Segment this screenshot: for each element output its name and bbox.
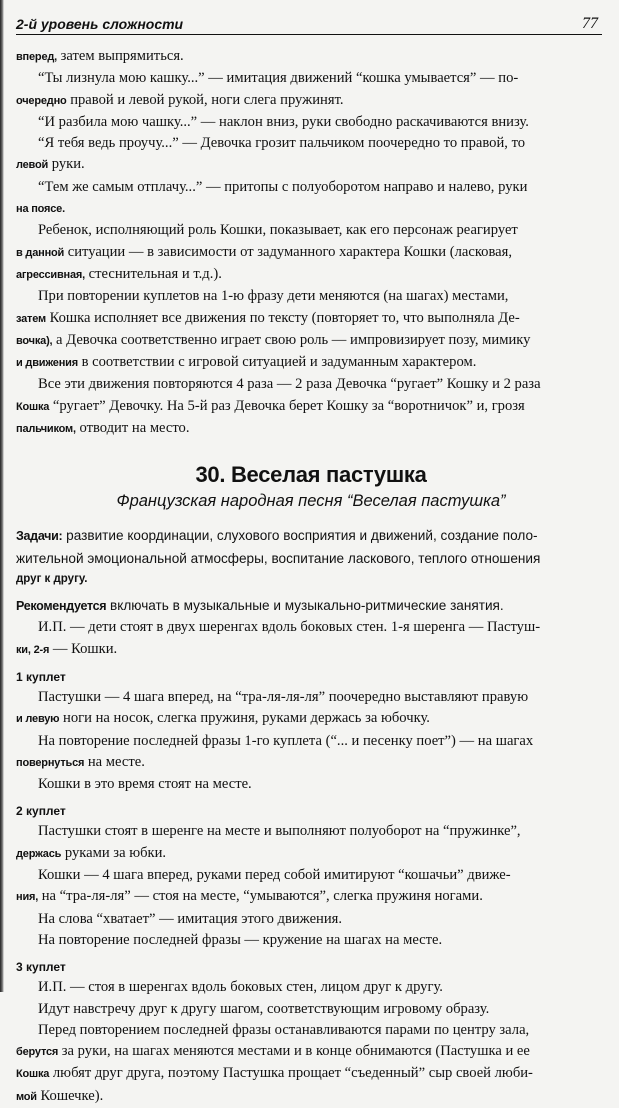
line-lead-fragment: агрессивная,: [16, 268, 85, 281]
line-text: правой и левой рукой, ноги слега пружинят.: [66, 91, 344, 108]
verse-line: [16, 731, 606, 752]
verse-line: [16, 821, 606, 842]
line-lead-fragment: очередно: [16, 94, 67, 107]
line-text: Ребенок, исполняющий роль Кошки, показывает, как его персонаж реагирует: [38, 222, 518, 239]
line-lead-fragment: вочка),: [16, 334, 53, 347]
verse-line: [16, 843, 606, 865]
intro-line: [16, 286, 606, 307]
intro-line: [16, 220, 606, 241]
tasks-line-3: друг к другу.: [16, 573, 88, 586]
line-text: И.П. — стоя в шеренгах вдоль боковых стен, лицом друг к другу.: [38, 979, 443, 996]
line-lead-fragment: берутся: [16, 1046, 59, 1059]
line-text: отводит на место.: [75, 420, 190, 437]
recommend-block: [16, 595, 606, 618]
section-title: 2-й уровень сложности: [16, 16, 184, 32]
line-lead-fragment: затем: [16, 312, 46, 325]
line-text: на “тра-ля-ля” — стоя на месте, “умываются”, слегка пружиня ногами.: [38, 888, 483, 905]
page-number: 77: [582, 15, 598, 32]
verse-line: [16, 774, 606, 795]
line-text: При повторении куплетов на 1-ю фразу дети меняются (на шагах) местами,: [38, 288, 509, 305]
line-text: “Ты лизнула мою кашку...” — имитация движений “кошка умывается” — по-: [38, 70, 519, 87]
line-lead-fragment: Кошка: [16, 400, 50, 413]
line-text: затем выпрямиться.: [57, 48, 184, 64]
line-text: на месте.: [84, 753, 145, 770]
recommend-line: Рекомендуется включать в музыкальные и музыкально-ритмические занятия.: [16, 597, 504, 613]
verse-line: [16, 687, 606, 708]
line-lead-fragment: мой: [16, 1090, 37, 1103]
verse-line: [16, 1086, 606, 1108]
line-text: Кошки в это время стоят на месте.: [38, 776, 252, 793]
line-lead-fragment: ния,: [16, 891, 39, 904]
line-text: “Тем же самым отплачу...” — притопы с полуоборотом направо и налево, руки: [38, 178, 528, 195]
verse-line: [16, 1041, 606, 1063]
page-body: [16, 46, 606, 1108]
intro-line: [16, 330, 606, 352]
book-spine-shadow: [0, 0, 4, 992]
ip-line-2: ки, 2-я — Кошки.: [16, 640, 118, 657]
line-text: “ругает” Девочку. На 5-й раз Девочка берет Кошку за “воротничок” и, грозя: [49, 397, 525, 414]
verse-line: [16, 930, 606, 951]
intro-line: [16, 68, 606, 89]
intro-line: [16, 242, 606, 264]
verse-line: [16, 999, 606, 1020]
line-text: Кошечке).: [36, 1087, 104, 1104]
intro-line: [16, 418, 606, 440]
intro-line: [16, 308, 606, 330]
line-lead-fragment: и движения: [16, 357, 78, 370]
line-text: за руки, на шагах меняются местами и в конце обнимаются (Пастушка и ее: [58, 1043, 530, 1060]
song-title: 30. Веселая пастушка: [195, 462, 427, 488]
tasks-block: [16, 525, 606, 591]
intro-line: [16, 177, 606, 198]
line-text: в соответствии с игровой ситуацией и задуманным характером.: [77, 354, 477, 371]
ip-line-1: И.П. — дети стоят в двух шеренгах вдоль боковых стен. 1-я шеренга — Пастуш-: [38, 619, 541, 636]
line-text: руки.: [48, 156, 85, 173]
verses-section: [16, 667, 606, 1108]
running-header: [16, 12, 602, 35]
verse-label: 1 куплет: [16, 669, 66, 684]
line-lead-fragment: и левую: [16, 713, 60, 726]
verse-line: [16, 865, 606, 886]
line-lead-fragment: в данной: [16, 246, 65, 259]
verse-line: [16, 886, 606, 908]
tasks-line-2: жительной эмоциональной атмосферы, воспитание ласкового, теплого отношения: [16, 550, 541, 566]
verse-label: 3 куплет: [16, 960, 66, 975]
line-text: Пастушки — 4 шага вперед, на “тра-ля-ля-ля” поочередно выставляют правую: [38, 688, 529, 705]
line-text: “И разбила мою чашку...” — наклон вниз, руки свободно раскачиваются внизу.: [38, 113, 529, 130]
verse-line: [16, 752, 606, 774]
line-lead-fragment: повернуться: [16, 756, 85, 769]
line-text: Кошки — 4 шага вперед, руками перед собой имитируют “кошачьи” движе-: [38, 867, 511, 884]
line-lead-fragment: вперед,: [16, 51, 57, 63]
line-text: На слова “хватает” — имитация этого движения.: [38, 910, 343, 927]
line-text: Идут навстречу друг к другу шагом, соответствующим игровому образу.: [38, 1000, 490, 1017]
line-text: любят друг друга, поэтому Пастушка прощает “съеденный” сыр своей люби-: [49, 1065, 533, 1082]
line-text: Все эти движения повторяются 4 раза — 2 раза Девочка “ругает” Кошку и 2 раза: [38, 376, 541, 393]
verse-line: [16, 1020, 606, 1041]
verse-line: [16, 977, 606, 998]
intro-line: [16, 133, 606, 154]
line-lead-fragment: пальчиком,: [16, 423, 76, 436]
line-lead-fragment: левой: [16, 159, 49, 172]
line-text: На повторение последней фразы 1-го куплета (“... и песенку поет”) — на шагах: [38, 732, 534, 749]
verse-label: 2 куплет: [16, 804, 66, 819]
line-text: а Девочка соответственно играет свою роль — импровизирует позу, мимику: [52, 331, 531, 348]
song-subtitle: Французская народная песня “Веселая пастушка”: [116, 492, 506, 511]
intro-line: [16, 90, 606, 112]
line-lead-fragment: держась: [16, 847, 62, 860]
tasks-line-1: Задачи: развитие координации, слухового восприятия и движений, создание поло-: [16, 528, 538, 544]
recommend-label: Рекомендуется: [16, 598, 107, 613]
verse-line: [16, 909, 606, 930]
line-text: ситуации — в зависимости от задуманного характера Кошки (ласковая,: [64, 243, 512, 260]
line-text: стеснительная и т.д.).: [85, 265, 222, 282]
line-lead-fragment: на поясе.: [16, 203, 65, 216]
line-text: ноги на носок, слегка пружиня, руками держась за юбочку.: [59, 710, 430, 727]
verse-line: [16, 1063, 606, 1085]
initial-position-block: [16, 617, 606, 661]
intro-line: [16, 112, 606, 133]
line-lead-fragment: Кошка: [16, 1068, 50, 1081]
line-text: Пастушки стоят в шеренге на месте и выполняют полуоборот на “пружинке”,: [38, 823, 521, 840]
intro-line: [16, 46, 606, 68]
verse-line: [16, 708, 606, 730]
intro-line: [16, 396, 606, 418]
line-text: “Я тебя ведь проучу...” — Девочка грозит пальчиком поочередно то правой, то: [38, 135, 526, 152]
intro-section: [16, 46, 606, 440]
tasks-label: Задачи:: [16, 529, 63, 544]
line-text: Кошка исполняет все движения по тексту (повторяет то, что выполняла Де-: [45, 309, 520, 326]
intro-line: [16, 374, 606, 395]
intro-line: [16, 352, 606, 374]
line-text: руками за юбки.: [61, 844, 167, 861]
intro-line: [16, 264, 606, 286]
line-text: На повторение последней фразы — кружение на шагах на месте.: [38, 931, 443, 948]
intro-line: [16, 154, 606, 176]
line-text: Перед повторением последней фразы останавливаются парами по центру зала,: [38, 1021, 530, 1038]
intro-line: [16, 198, 606, 220]
